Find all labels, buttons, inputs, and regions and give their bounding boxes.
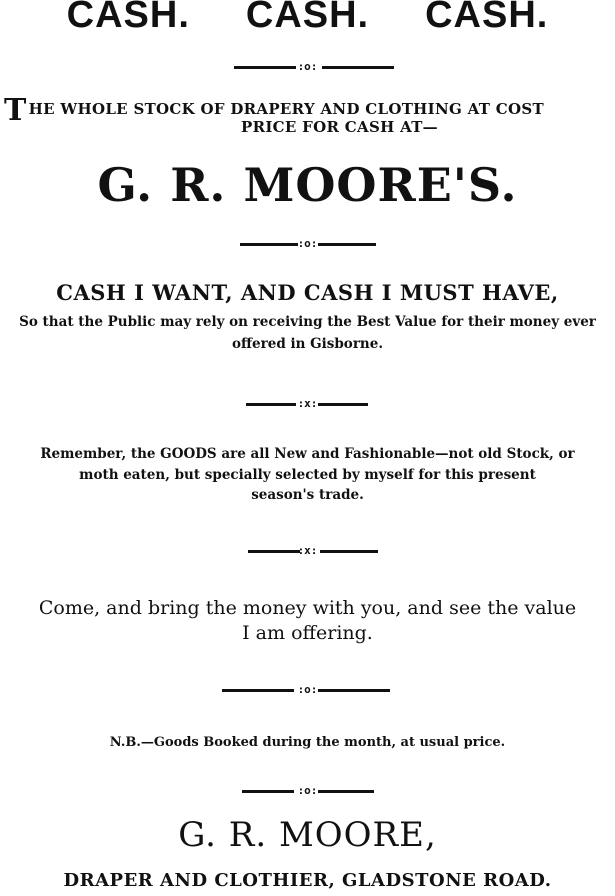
drop-cap: T <box>4 93 27 128</box>
cash-slogan: CASH I WANT, AND CASH I MUST HAVE, <box>56 280 559 305</box>
invitation-line-1: Come, and bring the money with you, and see the value <box>38 597 577 619</box>
separator-mark: :x: <box>297 544 318 557</box>
headline-word: CASH. <box>245 0 370 36</box>
trade-address: DRAPER AND CLOTHIER, GLADSTONE ROAD. <box>63 870 552 891</box>
separator-rule <box>0 237 615 251</box>
separator-rule <box>0 544 615 558</box>
separator-mark: :o: <box>297 237 318 250</box>
cash-headline <box>0 0 615 37</box>
invitation-line-2: I am offering. <box>242 622 373 644</box>
merchant-title: G. R. MOORE'S. <box>97 158 518 212</box>
headline-word: CASH. <box>66 0 190 36</box>
separator-rule <box>0 397 615 411</box>
public-notice-line-2: offered in Gisborne. <box>231 336 384 352</box>
remember-notice-line-3: season's trade. <box>251 487 364 503</box>
headline-word: CASH. <box>425 0 549 36</box>
remember-notice-line-1: Remember, the GOODS are all New and Fashionable—not old Stock, or <box>40 446 575 462</box>
intro-paragraph <box>4 93 615 136</box>
nb-note: N.B.—Goods Booked during the month, at usual price. <box>109 735 506 750</box>
separator-mark: :o: <box>297 60 318 73</box>
merchant-signature: G. R. MOORE, <box>178 815 437 855</box>
public-notice-line-1: So that the Public may rely on receiving the Best Value for their money ever <box>19 314 596 330</box>
intro-line-2: PRICE FOR CASH AT— <box>241 118 438 136</box>
separator-mark: :o: <box>297 784 318 797</box>
separator-mark: :x: <box>297 397 318 410</box>
separator-rule <box>0 60 615 74</box>
intro-line-1: HE WHOLE STOCK OF DRAPERY AND CLOTHING AT COST <box>28 100 544 118</box>
remember-notice-line-2: moth eaten, but specially selected by myself for this present <box>79 467 536 483</box>
separator-mark: :o: <box>297 683 318 696</box>
separator-rule <box>0 683 615 697</box>
separator-rule <box>0 784 615 798</box>
